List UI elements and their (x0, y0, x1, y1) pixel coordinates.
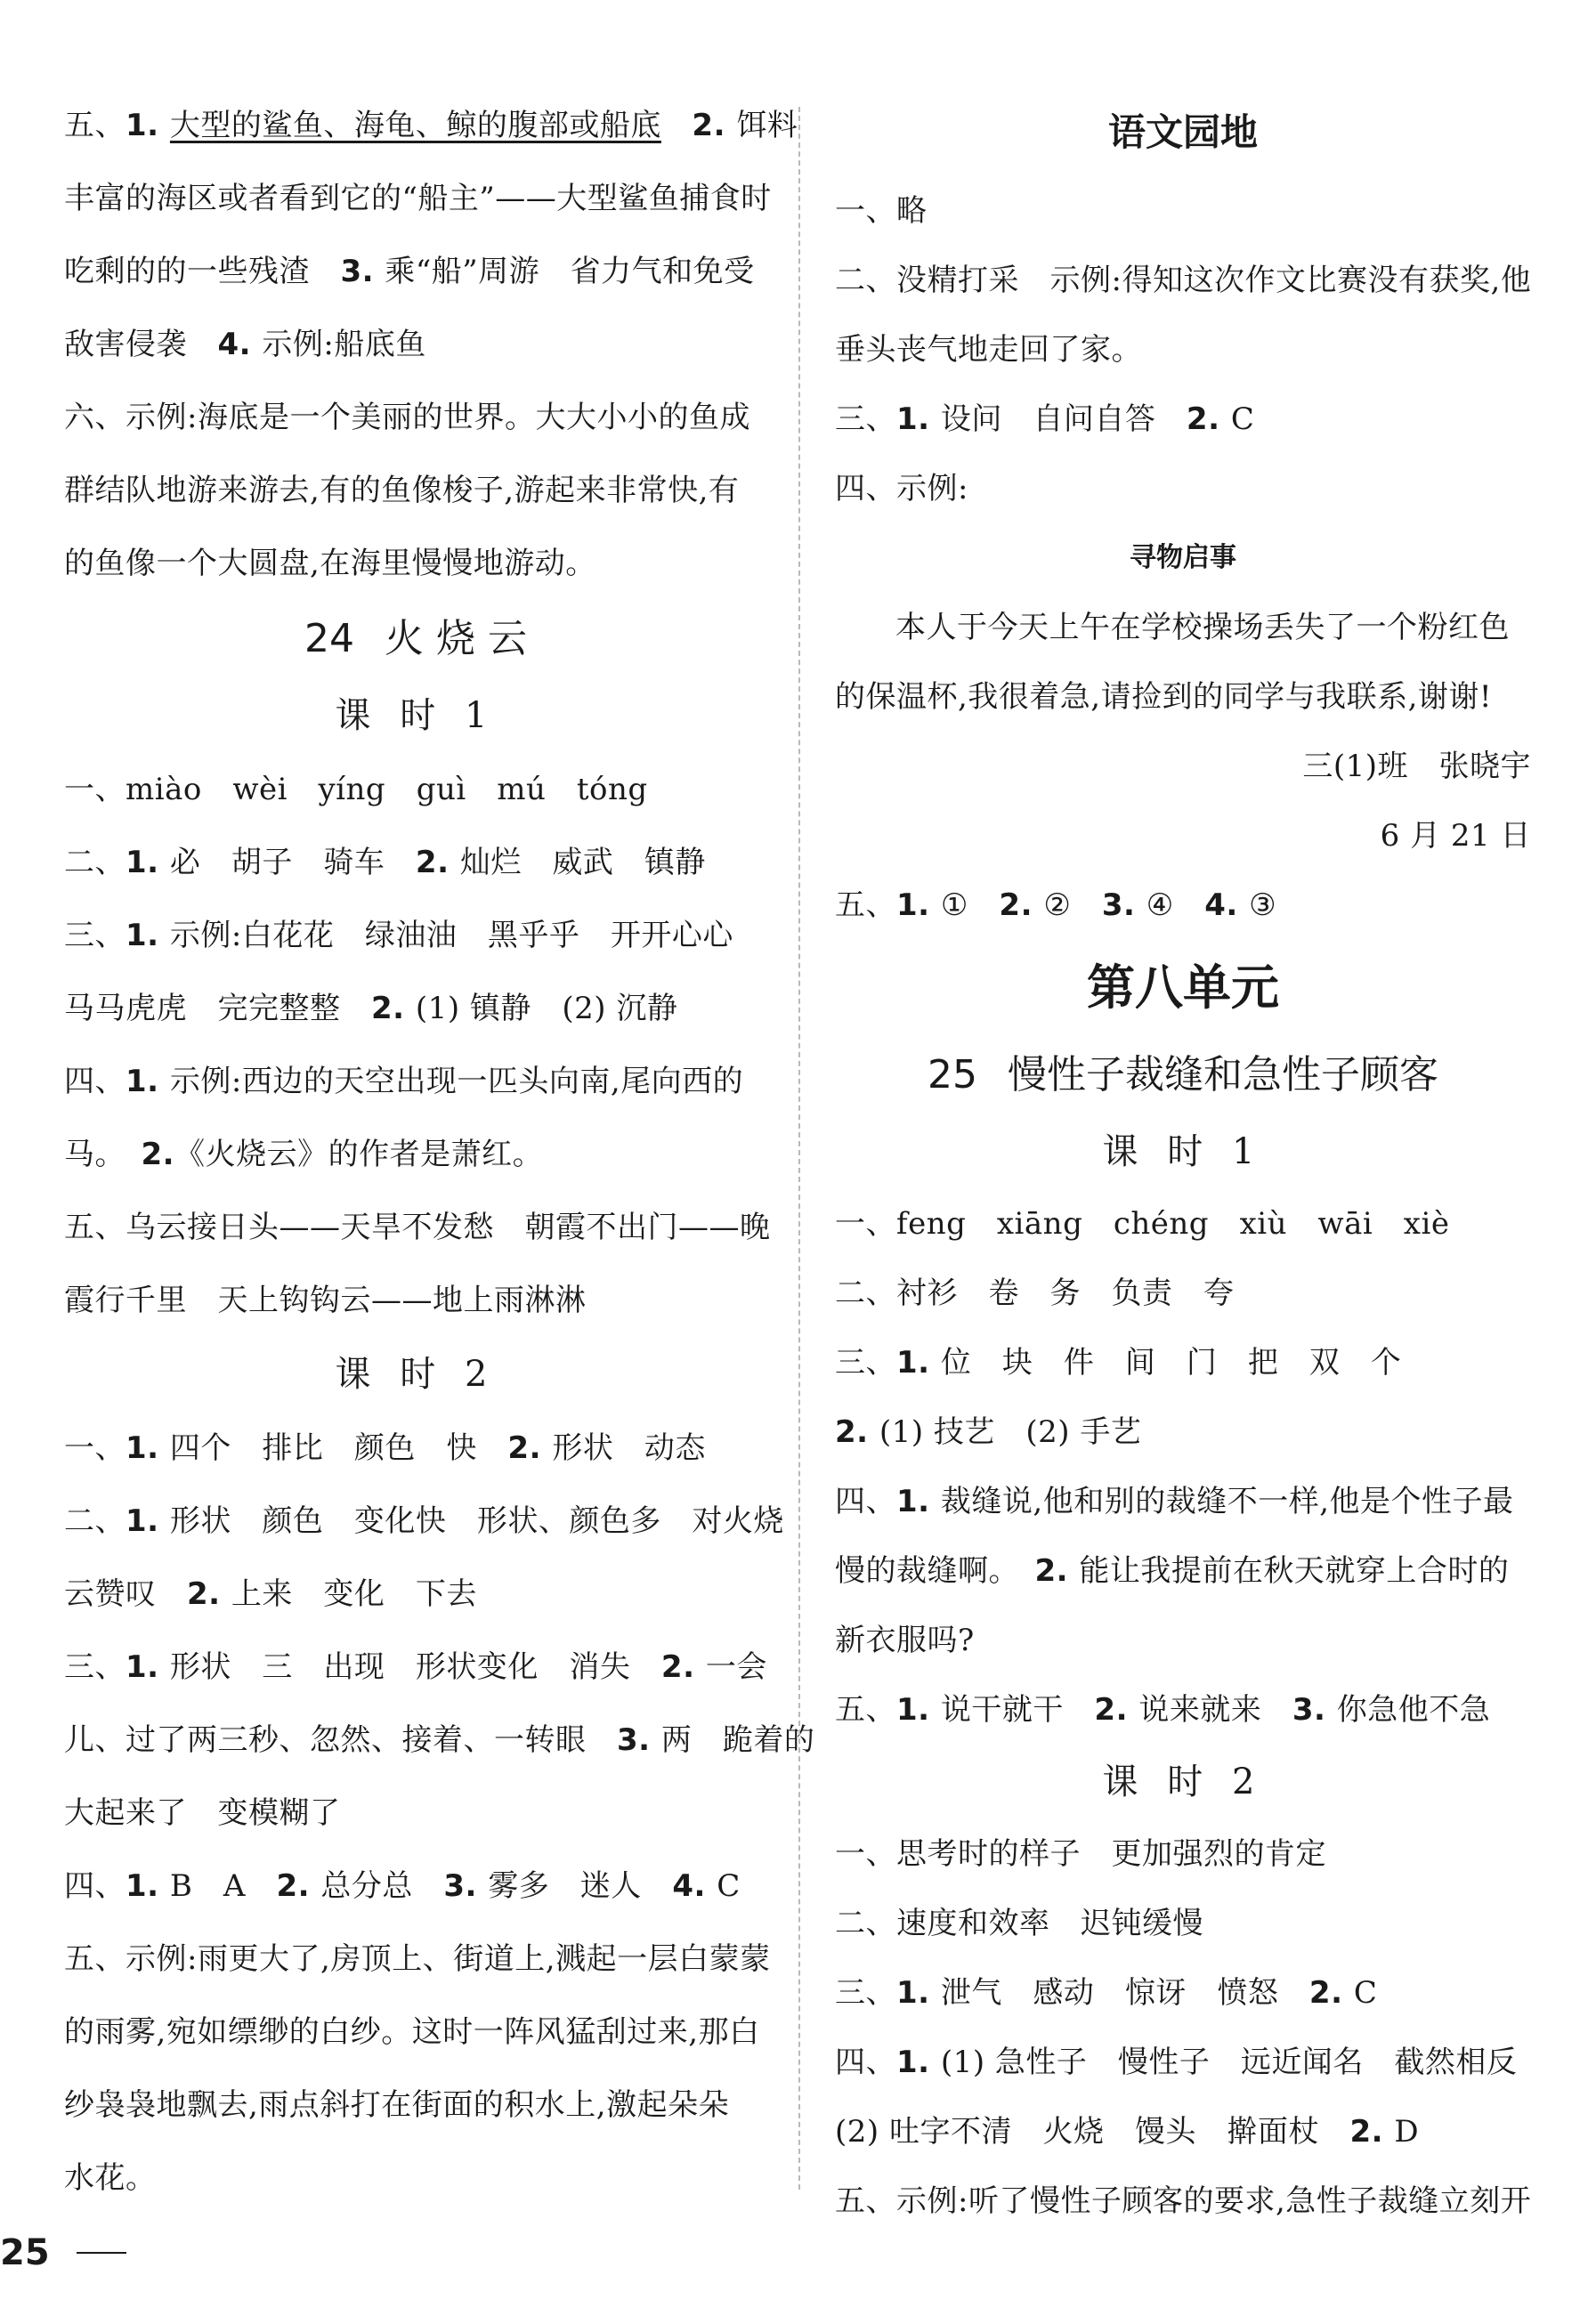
lesson-number: 24 (304, 616, 354, 661)
answer-line: 二、速度和效率 迟钝缓慢 (835, 1906, 1203, 1941)
answer-line: 马马虎虎 完完整整 2. (1) 镇静 (2) 沉静 (64, 991, 678, 1026)
notice-date: 6 月 21 日 (1380, 818, 1531, 854)
answer-line: 群结队地游来游去,有的鱼像梭子,游起来非常快,有 (64, 473, 740, 508)
answer-line: 五、示例:听了慢性子顾客的要求,急性子裁缝立刻开 (835, 2183, 1532, 2219)
lesson-name: 火 烧 云 (385, 616, 527, 661)
answer-line: 五、1. 说干就干 2. 说来就来 3. 你急他不急 (835, 1692, 1491, 1728)
section-title: 语文园地 (1107, 110, 1258, 154)
answer-line: 霞行千里 天上钩钩云——地上雨淋淋 (64, 1283, 587, 1318)
page-footer (0, 2232, 126, 2273)
answer-line: 三、1. 形状 三 出现 形状变化 消失 2. 一会 (64, 1649, 767, 1685)
right-block-1 (835, 176, 1531, 523)
column-divider (798, 107, 800, 2190)
answer-line: 慢的裁缝啊。 2. 能让我提前在秋天就穿上合时的 (835, 1553, 1510, 1589)
answer-line: 三、1. 设问 自问自答 2. C (835, 401, 1255, 437)
answer-line: 儿、过了两三秒、忽然、接着、一转眼 3. 两 跪着的 (64, 1722, 815, 1758)
left-block-2 (64, 753, 771, 1337)
answer-line: 一、miào wèi yíng guì mú tóng (64, 772, 648, 807)
answer-line: 二、衬衫 卷 务 负责 夸 (835, 1276, 1235, 1311)
answer-line: 丰富的海区或者看到它的“船主”——大型鲨鱼捕食时 (64, 181, 772, 216)
answer-line: 五、1. ① 2. ② 3. ④ 4. ③ (835, 887, 1277, 923)
lesson-period-heading: 课 时 2 (335, 1354, 497, 1395)
left-block-1 (64, 89, 798, 600)
lesson-number: 25 (928, 1052, 977, 1097)
answer-line: 大起来了 变模糊了 (64, 1795, 341, 1831)
answer-line: 三、1. 位 块 件 间 门 把 双 个 (835, 1345, 1402, 1381)
answer-line: 一、思考时的样子 更加强烈的肯定 (835, 1836, 1326, 1872)
notice-body: 本人于今天上午在学校操场丢失了一个粉红色的保温杯,我很着急,请捡到的同学与我联系,谢谢! (835, 610, 1510, 715)
left-block-3 (64, 1412, 815, 2215)
answer-line: 五、乌云接日头——天旱不发愁 朝霞不出门——晚 (64, 1210, 771, 1245)
answer-line: 一、1. 四个 排比 颜色 快 2. 形状 动态 (64, 1430, 706, 1466)
answer-line: 马。 2.《火烧云》的作者是萧红。 (64, 1137, 544, 1172)
answer-line: (2) 吐字不清 火烧 馒头 擀面杖 2. D (835, 2114, 1420, 2150)
answer-line: 四、1. 示例:西边的天空出现一匹头向南,尾向西的 (64, 1064, 744, 1099)
lesson-period-heading: 课 时 1 (335, 695, 497, 736)
page-number: 25 (0, 2232, 50, 2273)
answer-line: 新衣服吗? (835, 1623, 975, 1658)
answer-line: 四、1. 裁缝说,他和别的裁缝不一样,他是个性子最 (835, 1484, 1514, 1519)
answer-line: 云赞叹 2. 上来 变化 下去 (64, 1576, 477, 1612)
answer-line: 水花。 (64, 2160, 157, 2196)
answer-line: 2. (1) 技艺 (2) 手艺 (835, 1414, 1142, 1450)
answer-line: 四、1. B A 2. 总分总 3. 雾多 迷人 4. C (64, 1868, 741, 1904)
answer-line: 二、1. 必 胡子 骑车 2. 灿烂 威武 镇静 (64, 845, 706, 880)
right-block-4 (835, 1819, 1531, 2236)
answer-line: 一、feng xiāng chéng xiù wāi xiè (835, 1206, 1450, 1242)
answer-line: 二、1. 形状 颜色 变化快 形状、颜色多 对火烧 (64, 1503, 784, 1539)
notice-signature: 三(1)班 张晓宇 (1302, 749, 1531, 784)
answer-line: 纱袅袅地飘去,雨点斜打在街面的积水上,激起朵朵 (64, 2087, 730, 2123)
answer-line: 垂头丧气地走回了家。 (835, 332, 1142, 368)
notice-title: 寻物启事 (1130, 542, 1236, 573)
answer-line: 敌害侵袭 4. 示例:船底鱼 (64, 327, 426, 362)
right-block-3 (835, 1189, 1531, 1745)
left-column (64, 89, 815, 2215)
answer-line: 四、1. (1) 急性子 慢性子 远近闻名 截然相反 (835, 2045, 1518, 2080)
right-column (835, 89, 1531, 2236)
answer-line: 六、示例:海底是一个美丽的世界。大大小小的鱼成 (64, 400, 750, 435)
answer-line: 一、略 (835, 193, 928, 229)
answer-line: 三、1. 泄气 感动 惊讶 愤怒 2. C (835, 1975, 1378, 2011)
lesson-25-title (835, 1036, 1531, 1114)
answer-line: 三、1. 示例:白花花 绿油油 黑乎乎 开开心心 (64, 918, 733, 953)
answer-line: 五、示例:雨更大了,房顶上、街道上,溅起一层白蒙蒙 (64, 1941, 771, 1977)
lesson-period-heading: 课 时 1 (1102, 1131, 1264, 1172)
lesson-name: 慢性子裁缝和急性子顾客 (1008, 1052, 1438, 1097)
answer-line: 五、1. 大型的鲨鱼、海龟、鲸的腹部或船底 2. 饵料 (64, 108, 798, 143)
answer-line: 的雨雾,宛如缥缈的白纱。这时一阵风猛刮过来,那白 (64, 2014, 760, 2050)
lesson-24-title (64, 600, 767, 678)
answer-line: 四、示例: (835, 471, 968, 506)
lesson-period-heading: 课 时 2 (1102, 1761, 1264, 1802)
right-block-2 (835, 871, 1531, 940)
answer-line: 吃剩的的一些残渣 3. 乘“船”周游 省力气和免受 (64, 254, 755, 289)
answer-line: 二、没精打采 示例:得知这次作文比赛没有获奖,他 (835, 263, 1532, 298)
footer-rule (77, 2252, 126, 2254)
unit-title: 第八单元 (1087, 960, 1279, 1016)
answer-line: 的鱼像一个大圆盘,在海里慢慢地游动。 (64, 546, 596, 581)
